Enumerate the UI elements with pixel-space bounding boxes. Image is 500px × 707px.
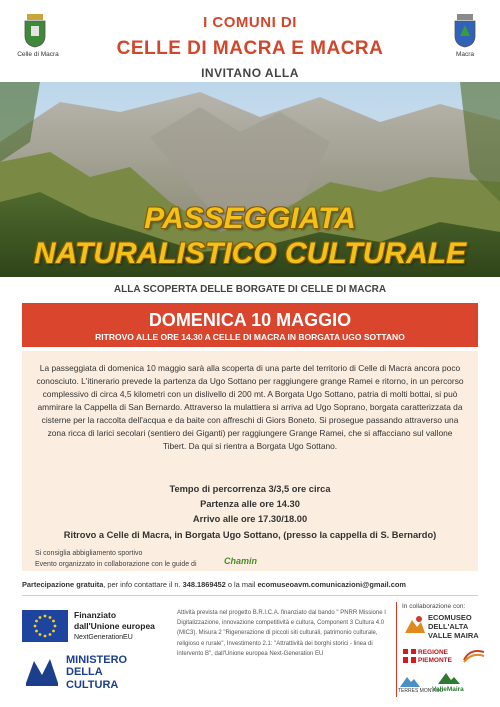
arrival-info: Arrivo alle ore 17.30/18.00 xyxy=(192,514,308,524)
clothing-note: Si consiglia abbigliamento sportivo xyxy=(35,550,143,557)
valle-maira-label: ValleMaira xyxy=(432,686,464,693)
contact-email[interactable]: ecomuseoavm.comunicazioni@gmail.com xyxy=(257,580,406,589)
terres-monviso-label: TERRES MONVISO xyxy=(398,688,444,694)
terres-monviso-logo-icon xyxy=(400,675,420,687)
region-line-2: PIEMONTE xyxy=(418,657,452,664)
event-date: DOMENICA 10 MAGGIO xyxy=(148,310,352,330)
footer-divider xyxy=(22,595,478,596)
organizer-note: Evento organizzato in collaborazione con le guide di xyxy=(35,561,197,568)
funding-line-1: Finanziato xyxy=(74,610,117,620)
header-line-1: I COMUNI DI xyxy=(203,14,297,31)
title-line-1: PASSEGGIATA xyxy=(144,202,356,235)
subtitle: ALLA SCOPERTA DELLE BORGATE DI CELLE DI MACRA xyxy=(113,284,387,295)
header-invite: INVITANO ALLA xyxy=(201,66,299,80)
macra-crest-icon xyxy=(452,14,478,48)
description-text: La passeggiata di domenica 10 maggio sarà alla scoperta di una parte del territorio di Celle di Macra ancora poco conosciuto. L'itinerario prevede la partenza da Ugo Sottano per raggiungere grange Ramei e ritorno, in un percorso complessivo di circa 4,5 kilometri con un dislivello di 200 mt. A Borgata Ugo Sottano, patria di molti bottai, si può ammirare la Cappella di San Bernardo. Attraverso la mulattiera si arriva ad Ugo Soprano, borgata caratterizzata da cisterne per la raccolta dell'acqua e da baite con affreschi di Giors Boneto. Si prosegue passando attraverso una zona ricca di larici secolari (sentiero dei Giganti) per raggiungere Grange Ramei, che si affacciano sul vallone Tibert. Da qui si rientra a Borgata Ugo Sottano. xyxy=(36,363,464,451)
contact-text-2: o la mail xyxy=(225,580,258,589)
ministry-line-1: MINISTERO xyxy=(66,654,128,666)
partners-divider xyxy=(396,602,397,697)
celle-di-macra-crest-icon xyxy=(22,14,48,48)
left-crest-label: Celle di Macra xyxy=(17,51,59,58)
region-line-1: REGIONE xyxy=(418,649,448,656)
ecomuseum-line-3: VALLE MAIRA xyxy=(428,631,479,640)
collab-label: In collaborazione con: xyxy=(402,603,466,610)
meeting-time: RITROVO ALLE ORE 14.30 A CELLE DI MACRA IN BORGATA UGO SOTTANO xyxy=(95,332,405,342)
header-towns: CELLE DI MACRA E MACRA xyxy=(116,38,384,59)
meeting-point-info: Ritrovo a Celle di Macra, in Borgata Ugo Sottano, (presso la cappella di S. Bernardo) xyxy=(63,530,437,540)
ecomuseum-line-1: ECOMUSEO xyxy=(428,613,472,622)
funding-line-2: dall'Unione europea xyxy=(74,621,155,631)
contact-phone[interactable]: 348.1869452 xyxy=(182,580,226,589)
project-description: Attività prevista nel progetto B.R.I.C.A. finanziato dal bando " PNRR Missione I Digitalizzazione, innovazione competitività e cultura, Component 3 Cultura 4.0 (MIC3). Misura 2 "Rigenerazione di piccoli siti culturali, patrimonio culturale, religioso e rurale", Investimento 2.1: "Attrattività dei borghi storici - linea di intervento B", dall'Unione europea Next-Generation EU xyxy=(177,610,386,657)
free-participation: Partecipazione gratuita xyxy=(22,580,104,589)
ecomuseum-logo-icon xyxy=(404,615,426,635)
valle-maira-logo-icon xyxy=(438,672,460,684)
piemonte-flag-icon xyxy=(403,649,416,663)
ministry-culture-logo-icon xyxy=(22,653,62,689)
partner-swirl-logo-icon xyxy=(462,648,486,664)
right-crest-label: Macra xyxy=(455,51,475,58)
departure-info: Partenza alle ore 14.30 xyxy=(200,499,300,509)
contact-text-1: , per info contattare il n. xyxy=(103,580,183,589)
ministry-line-2: DELLA xyxy=(66,666,103,678)
chamin-guide-logo: Chamin xyxy=(224,556,258,566)
duration-info: Tempo di percorrenza 3/3,5 ore circa xyxy=(169,484,331,494)
contact-line xyxy=(22,580,492,589)
ecomuseum-line-2: DELL'ALTA xyxy=(428,622,469,631)
eu-flag-icon xyxy=(22,610,68,642)
ministry-line-3: CULTURA xyxy=(66,679,119,691)
title-line-2: NATURALISTICO CULTURALE xyxy=(33,237,467,270)
funding-line-3: NextGenerationEU xyxy=(74,634,133,641)
